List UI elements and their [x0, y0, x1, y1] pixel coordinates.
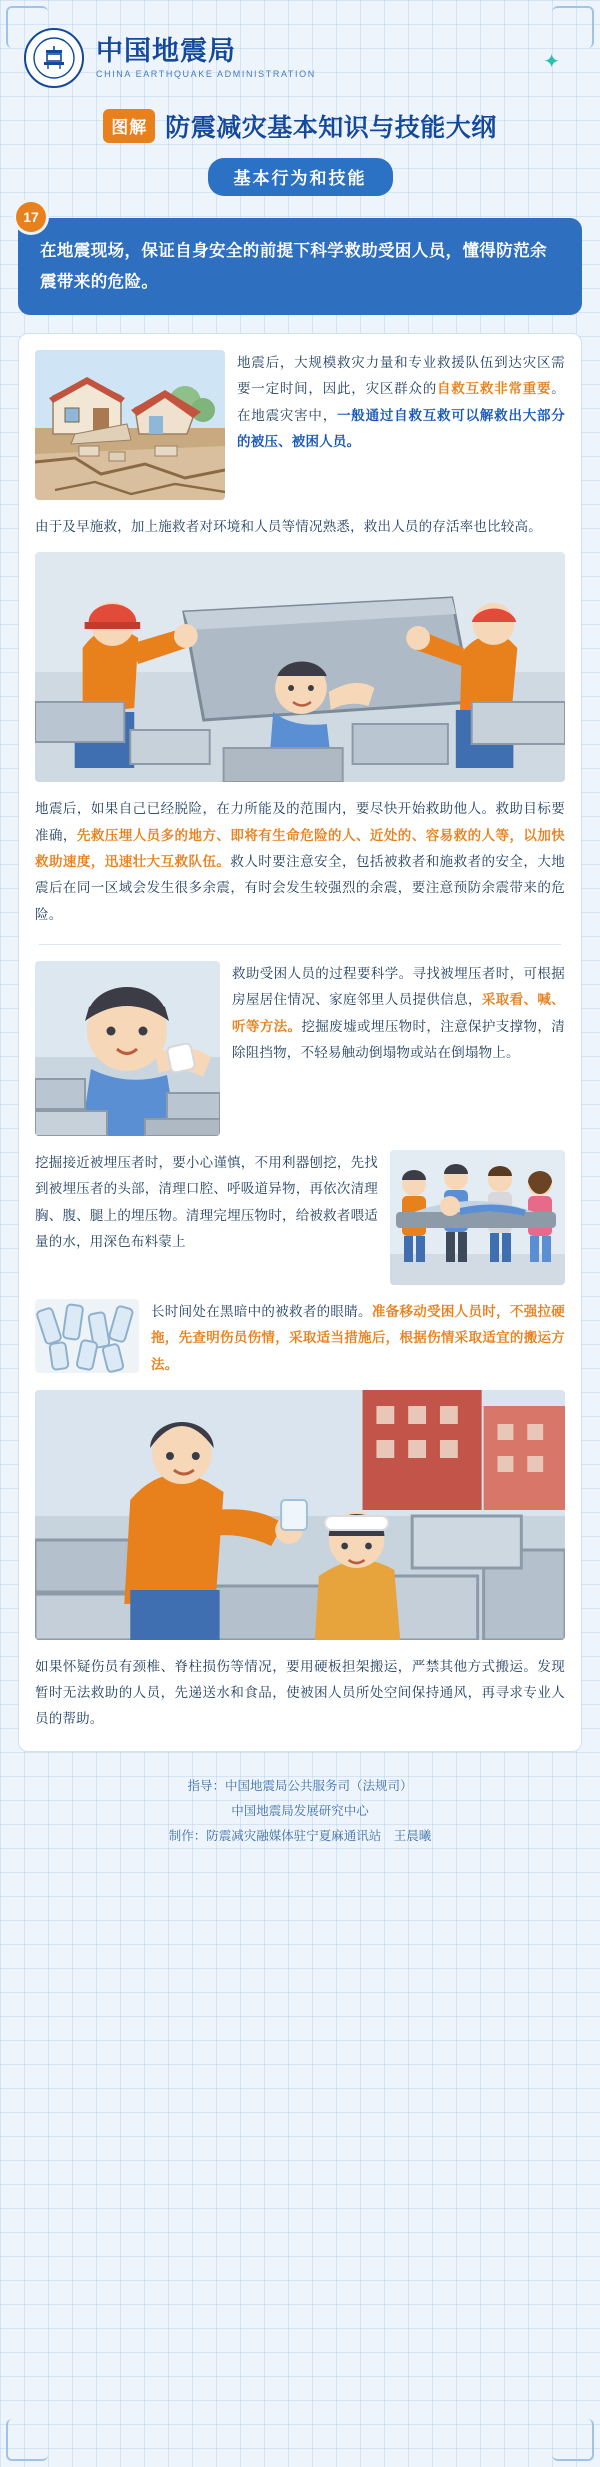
paragraph-4-part-a: 救助受困人员的过程要科学。寻找被埋压者时，可根据房屋居住情况、家庭邻里人员提供信息， [232, 965, 565, 1008]
paragraph-2: 由于及早施救，加上施救者对环境和人员等情况熟悉，救出人员的存活率也比较高。 [35, 519, 542, 535]
paragraph-1-highlight-1: 自救互救非常重要 [437, 381, 552, 397]
paragraph-6-part-a: 长时间处在黑暗中的被救者的眼睛。 [151, 1303, 372, 1319]
water-bottles-supplies-icon [35, 1299, 139, 1373]
organization-name-cn: 中国地震局 [96, 35, 236, 66]
banner-wrapper [18, 209, 582, 315]
paragraph-3-highlight: 先救压埋人员多的地方、即将有生命危险的人、近处的、容易救的人等，以加快救助速度，迅速壮大互救队伍。 [35, 827, 566, 869]
organization-names [96, 35, 316, 79]
paragraph-1 [237, 350, 565, 455]
paragraph-6-highlight: 准备移动受困人员时，不强拉硬拖，先查明伤员伤情，采取适当措施后，根据伤情采取适宜的搬运方法。 [151, 1303, 565, 1372]
section-group-carrying [35, 1150, 565, 1285]
page-title: 防震减灾基本知识与技能大纲 [165, 114, 497, 142]
china-earthquake-administration-logo-icon [24, 28, 84, 88]
poster-footer [18, 1774, 582, 1849]
paragraph-5: 挖掘接近被埋压者时，要小心谨慎，不用利器刨挖，先找到被埋压者的头部，清理口腔、呼吸道异物，再依次清理胸、腹、腿上的埋压物。清理完埋压物时，给被救者喂适量的水，用深色布料蒙上 [35, 1154, 378, 1249]
footer-line-1: 指导：中国地震局公共服务司（法规司） [187, 1778, 413, 1793]
section-water-supplies [35, 1299, 565, 1378]
footer-line-2: 中国地震局发展研究中心 [231, 1803, 369, 1818]
paragraph-3 [35, 796, 565, 928]
paragraph-6 [151, 1299, 565, 1378]
content-card [18, 333, 582, 1752]
victim-under-rubble-illustration [35, 961, 220, 1136]
title-row [14, 108, 586, 144]
section-collapsed-houses [35, 350, 565, 500]
organization-name-en: CHINA EARTHQUAKE ADMINISTRATION [96, 68, 316, 79]
paragraph-4 [232, 961, 565, 1066]
poster-header [14, 18, 586, 94]
item-number-badge: 17 [16, 202, 46, 232]
sparkle-icon: ✦ [543, 51, 560, 73]
section-divider [39, 944, 561, 945]
paragraph-4-highlight: 采取看、喊、听等方法。 [232, 992, 566, 1034]
tujie-tag: 图解 [103, 109, 155, 143]
footer-line-3: 制作：防震减灾融媒体驻宁夏麻通讯站 王晨曦 [168, 1828, 432, 1843]
paragraph-3-part-a: 地震后，如果自己已经脱险，在力所能及的范围内，要尽快开始救助他人。救助目标要准确， [35, 801, 565, 843]
paragraph-1-part-c: 。在地震灾害中， [237, 381, 565, 423]
section-subtitle: 基本行为和技能 [208, 158, 393, 196]
corner-decoration-bottom-right [552, 2419, 594, 2461]
section-victim-under-rubble [35, 961, 565, 1136]
subtitle-row [14, 158, 586, 196]
paragraph-4-part-c: 挖掘废墟或埋压物时，注意保护支撑物，清除阻挡物，不轻易触动倒塌物或站在倒塌物上。 [232, 1018, 565, 1060]
banner-text: 在地震现场，保证自身安全的前提下科学救助受困人员，懂得防范余震带来的危险。 [18, 218, 582, 315]
collapsed-houses-illustration [35, 350, 225, 500]
corner-decoration-bottom-left [6, 2419, 48, 2461]
rescue-lifting-slab-illustration [35, 552, 565, 782]
paragraph-7: 如果怀疑伤员有颈椎、脊柱损伤等情况，要用硬板担架搬运，严禁其他方式搬运。发现暂时无法救助的人员，先递送水和食品，使被困人员所处空间保持通风，再寻求专业人员的帮助。 [35, 1658, 565, 1727]
paragraph-1-part-a: 地震后，大规模救灾力量和专业救援队伍到达灾区需要一定时间，因此，灾区群众的 [237, 355, 565, 397]
group-carrying-victim-illustration [390, 1150, 565, 1285]
giving-water-to-victim-illustration [35, 1390, 565, 1640]
paragraph-3-part-c: 救人时要注意安全，包括被救者和施救者的安全，大地震后在同一区域会发生很多余震，有时会发生较强烈的余震，要注意预防余震带来的危险。 [35, 853, 565, 922]
paragraph-1-highlight-2: 一般通过自救互救可以解救出大部分的被压、被困人员。 [237, 407, 566, 449]
